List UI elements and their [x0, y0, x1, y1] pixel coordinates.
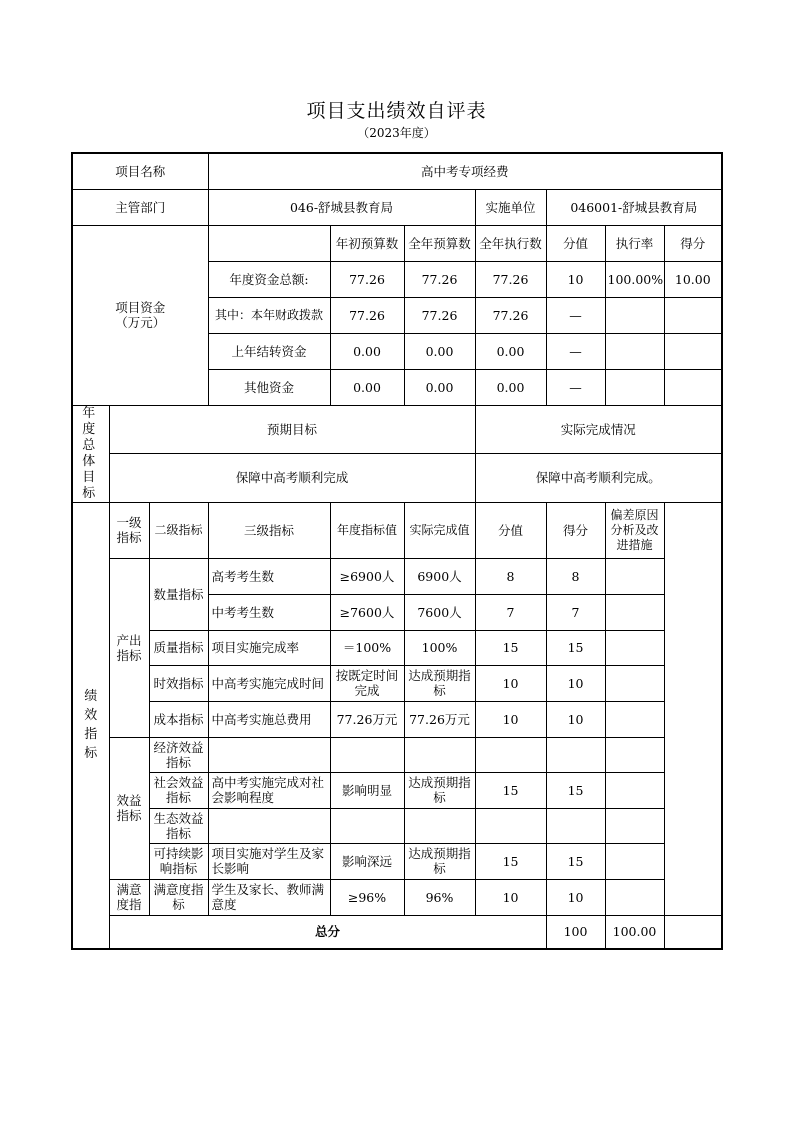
perf-score: 15	[475, 772, 546, 808]
perf-actual: 7600人	[404, 594, 475, 630]
funds-cell: —	[546, 333, 605, 369]
perf-target: 77.26万元	[330, 701, 404, 737]
satisfaction-indicator-label: 满意度指	[109, 879, 149, 915]
perf-got: 15	[546, 630, 605, 665]
perf-l2: 时效指标	[149, 665, 208, 701]
funds-cell	[605, 369, 664, 405]
perf-header: 三级指标	[208, 502, 330, 558]
funds-cell	[664, 369, 722, 405]
unit-value: 046001-舒城县教育局	[546, 189, 722, 225]
perf-l3: 学生及家长、教师满意度	[208, 879, 330, 915]
perf-l3: 中高考实施完成时间	[208, 665, 330, 701]
total-note	[664, 915, 722, 949]
perf-target	[330, 808, 404, 843]
project-name-label: 项目名称	[72, 153, 208, 189]
perf-actual: 6900人	[404, 558, 475, 594]
output-indicator-label: 产出指标	[109, 558, 149, 737]
funds-cell: —	[546, 297, 605, 333]
perf-score: 15	[475, 843, 546, 879]
funds-cell: —	[546, 369, 605, 405]
perf-target: ≥7600人	[330, 594, 404, 630]
perf-actual	[404, 808, 475, 843]
perf-l3	[208, 737, 330, 772]
funds-row-label: 其中：本年财政拨款	[208, 297, 330, 333]
perf-note	[605, 843, 664, 879]
unit-label: 实施单位	[475, 189, 546, 225]
funds-cell: 77.26	[475, 261, 546, 297]
funds-cell: 77.26	[404, 297, 475, 333]
total-got: 100.00	[605, 915, 664, 949]
funds-row-label: 其他资金	[208, 369, 330, 405]
funds-section-label	[72, 225, 208, 405]
perf-target: 影响明显	[330, 772, 404, 808]
perf-actual: 77.26万元	[404, 701, 475, 737]
funds-cell: 0.00	[404, 369, 475, 405]
perf-note	[605, 558, 664, 594]
perf-score: 10	[475, 701, 546, 737]
funds-cell: 77.26	[330, 261, 404, 297]
perf-target	[330, 737, 404, 772]
perf-l3: 中考考生数	[208, 594, 330, 630]
perf-target: 影响深远	[330, 843, 404, 879]
perf-note	[605, 665, 664, 701]
perf-got	[546, 808, 605, 843]
perf-actual: 100%	[404, 630, 475, 665]
perf-l2: 社会效益指标	[149, 772, 208, 808]
funds-cell: 10	[546, 261, 605, 297]
perf-target: 按既定时间完成	[330, 665, 404, 701]
project-name-value: 高中考专项经费	[208, 153, 722, 189]
perf-l3: 高中考实施完成对社会影响程度	[208, 772, 330, 808]
perf-got: 10	[546, 665, 605, 701]
perf-actual: 达成预期指标	[404, 772, 475, 808]
perf-header: 实际完成值	[404, 502, 475, 558]
perf-l3: 项目实施对学生及家长影响	[208, 843, 330, 879]
perf-score: 10	[475, 879, 546, 915]
perf-actual	[404, 737, 475, 772]
dept-value: 046-舒城县教育局	[208, 189, 475, 225]
benefit-indicator-label: 效益指标	[109, 737, 149, 879]
perf-got	[546, 737, 605, 772]
perf-score: 7	[475, 594, 546, 630]
funds-cell: 77.26	[475, 297, 546, 333]
page-subtitle: （2023年度）	[357, 126, 436, 140]
dept-label: 主管部门	[72, 189, 208, 225]
total-score: 100	[546, 915, 605, 949]
perf-target: ≥6900人	[330, 558, 404, 594]
perf-got: 10	[546, 879, 605, 915]
perf-note	[605, 630, 664, 665]
perf-l2: 数量指标	[149, 558, 208, 630]
funds-cell	[664, 297, 722, 333]
perf-l2: 满意度指标	[149, 879, 208, 915]
perf-score: 10	[475, 665, 546, 701]
perf-got: 10	[546, 701, 605, 737]
funds-cell: 77.26	[404, 261, 475, 297]
goals-section-label: 年度总体目标	[72, 405, 109, 502]
total-label: 总分	[109, 915, 546, 949]
actual-goal: 保障中高考顺利完成。	[475, 454, 722, 503]
perf-actual: 96%	[404, 879, 475, 915]
funds-cell: 0.00	[330, 369, 404, 405]
perf-header: 分值	[475, 502, 546, 558]
performance-section-label	[72, 502, 109, 949]
perf-note	[605, 879, 664, 915]
perf-header: 偏差原因分析及改进措施	[605, 502, 664, 558]
funds-cell: 0.00	[330, 333, 404, 369]
funds-cell: 10.00	[664, 261, 722, 297]
funds-cell	[605, 297, 664, 333]
perf-got: 15	[546, 772, 605, 808]
page-title: 项目支出绩效自评表	[306, 100, 487, 122]
perf-note	[605, 808, 664, 843]
perf-actual: 达成预期指标	[404, 843, 475, 879]
perf-score	[475, 808, 546, 843]
expected-goal: 保障中高考顺利完成	[109, 454, 475, 503]
actual-goal-header: 实际完成情况	[475, 405, 722, 454]
perf-l2: 可持续影响指标	[149, 843, 208, 879]
perf-l2: 成本指标	[149, 701, 208, 737]
funds-cell	[664, 333, 722, 369]
funds-section-text: 项目资金 （万元）	[115, 300, 166, 330]
funds-cell: 100.00%	[605, 261, 664, 297]
funds-row-label: 年度资金总额:	[208, 261, 330, 297]
perf-note	[605, 701, 664, 737]
perf-l3: 项目实施完成率	[208, 630, 330, 665]
perf-target: ≥96%	[330, 879, 404, 915]
funds-cell: 77.26	[330, 297, 404, 333]
performance-section-text: 绩效指标	[84, 689, 98, 762]
perf-score	[475, 737, 546, 772]
perf-l3: 高考考生数	[208, 558, 330, 594]
perf-l3: 中高考实施总费用	[208, 701, 330, 737]
perf-note	[605, 594, 664, 630]
perf-header: 二级指标	[149, 502, 208, 558]
perf-l2: 生态效益指标	[149, 808, 208, 843]
perf-note	[605, 772, 664, 808]
perf-target: ＝100%	[330, 630, 404, 665]
funds-header: 执行率	[605, 225, 664, 261]
perf-got: 8	[546, 558, 605, 594]
perf-got: 7	[546, 594, 605, 630]
perf-actual: 达成预期指标	[404, 665, 475, 701]
funds-header: 得分	[664, 225, 722, 261]
perf-header: 一级指标	[109, 502, 149, 558]
funds-cell	[605, 333, 664, 369]
funds-header: 年初预算数	[330, 225, 404, 261]
perf-header: 年度指标值	[330, 502, 404, 558]
funds-cell: 0.00	[475, 333, 546, 369]
funds-header: 全年预算数	[404, 225, 475, 261]
funds-header-empty	[208, 225, 330, 261]
funds-cell: 0.00	[475, 369, 546, 405]
evaluation-table	[71, 152, 723, 950]
perf-score: 8	[475, 558, 546, 594]
funds-header: 分值	[546, 225, 605, 261]
perf-note	[605, 737, 664, 772]
perf-got: 15	[546, 843, 605, 879]
perf-l2: 经济效益指标	[149, 737, 208, 772]
perf-header: 得分	[546, 502, 605, 558]
funds-header: 全年执行数	[475, 225, 546, 261]
funds-row-label: 上年结转资金	[208, 333, 330, 369]
perf-l3	[208, 808, 330, 843]
expected-goal-header: 预期目标	[109, 405, 475, 454]
funds-cell: 0.00	[404, 333, 475, 369]
perf-score: 15	[475, 630, 546, 665]
perf-l2: 质量指标	[149, 630, 208, 665]
